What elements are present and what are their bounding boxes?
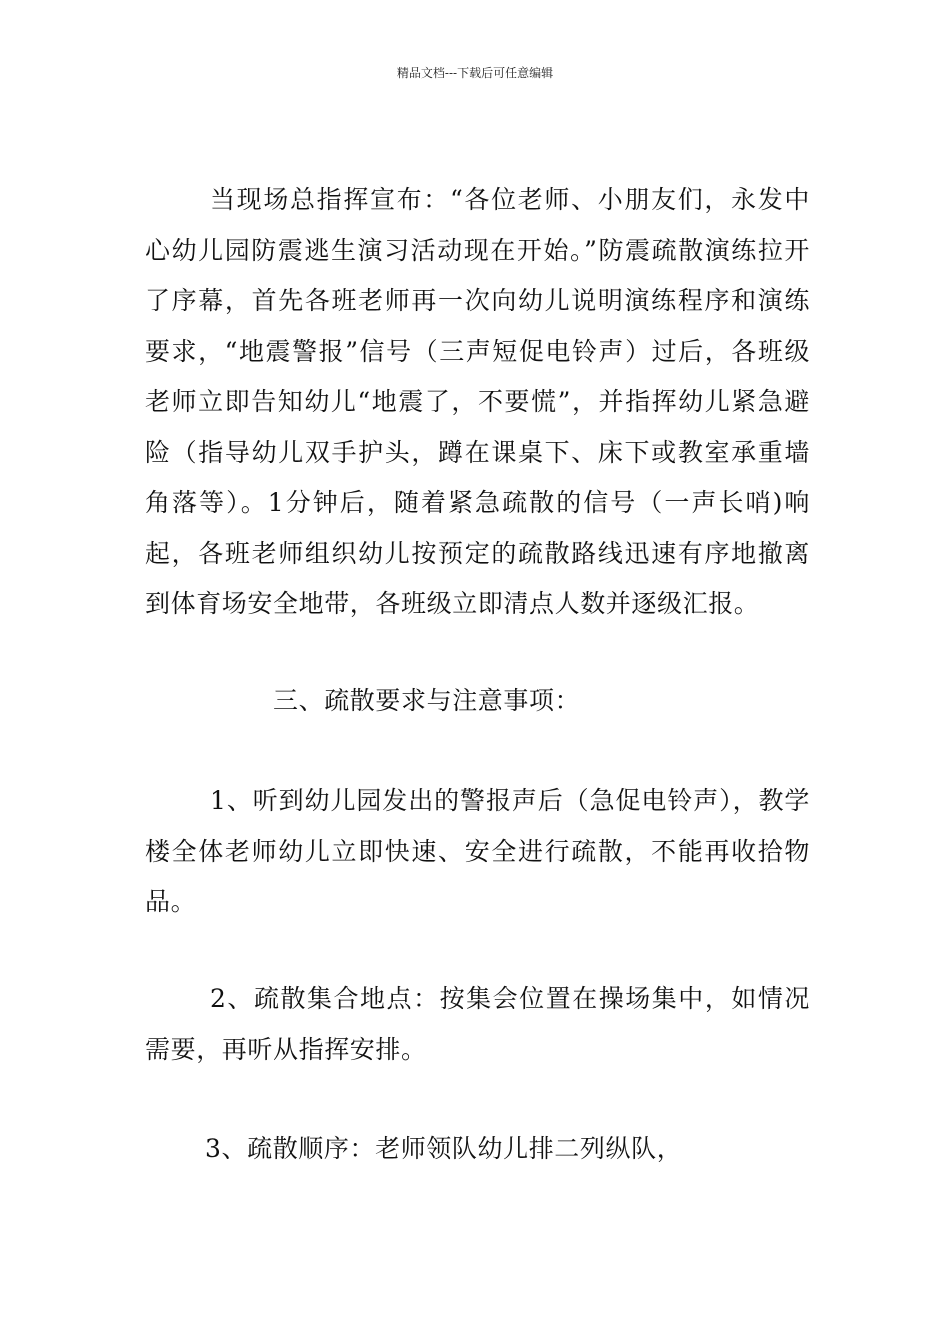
list-item-1: 1、听到幼儿园发出的警报声后（急促电铃声），教学楼全体老师幼儿立即快速、安全进行疏散，不能再收拾物品。 xyxy=(145,786,810,916)
section-heading: 三、疏散要求与注意事项： xyxy=(273,686,581,715)
list-item-2: 2、疏散集合地点：按集会位置在操场集中，如情况需要，再听从指挥安排。 xyxy=(145,984,810,1064)
list-item-3: 3、疏散顺序：老师领队幼儿排二列纵队， xyxy=(205,1134,683,1163)
paragraph-drill-description: 当现场总指挥宣布：“各位老师、小朋友们，永发中心幼儿园防震逃生演习活动现在开始。”防震疏散演练拉开了序幕，首先各班老师再一次向幼儿说明演练程序和演练要求，“地震警报”信号（三声短促电铃声）过后，各班级老师立即告知幼儿“地震了，不要慌”，并指挥幼儿紧急避险（指导幼儿双手护头，蹲在课桌下、床下或教室承重墙角落等）。1分钟后，随着紧急疏散的信号（一声长哨)响起，各班老师组织幼儿按预定的疏散路线迅速有序地撤离到体育场安全地带，各班级立即清点人数并逐级汇报。 xyxy=(145,185,810,618)
page-header: 精品文档---下载后可任意编辑 xyxy=(396,66,554,80)
